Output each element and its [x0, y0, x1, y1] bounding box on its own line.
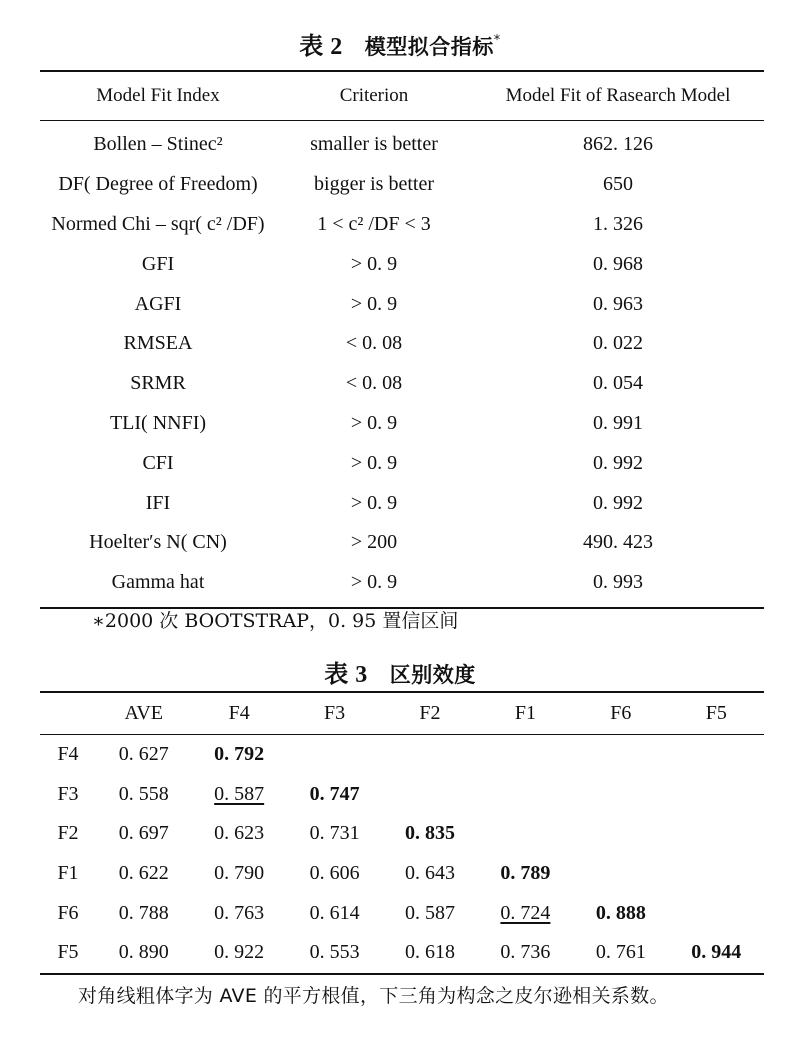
table2-cell-index: TLI( NNFI) — [109, 411, 207, 434]
table3-cell: 0. 643 — [404, 862, 455, 885]
table3-cell: 0. 763 — [214, 901, 265, 924]
table2-caption — [0, 26, 800, 61]
table3-cell — [287, 735, 382, 775]
table3-cell: 0. 790 — [214, 862, 265, 885]
table2-cell-criterion: > 0. 9 — [350, 292, 398, 315]
table3-cell — [382, 775, 477, 815]
table2-row — [40, 205, 764, 245]
table3-cell — [573, 735, 668, 775]
table2-row — [40, 364, 764, 404]
table2-header-index: Model Fit Index — [40, 71, 276, 121]
table3-header-cell: AVE — [96, 692, 191, 735]
table3-header-cell: F5 — [669, 692, 764, 735]
table3-row-label: F5 — [57, 941, 79, 964]
table2-caption-title: 模型拟合指标 — [364, 35, 494, 59]
table2-cell-value: 490. 423 — [583, 531, 653, 554]
table3-cell — [478, 814, 573, 854]
table3-cell: 0. 890 — [118, 941, 169, 964]
table2-footnote: ∗2000 次 BOOTSTRAP，0. 95 置信区间 — [92, 610, 459, 632]
table3-cell — [478, 775, 573, 815]
table3-caption — [0, 654, 800, 689]
table2-cell-index: AGFI — [134, 292, 182, 315]
table2-cell-index: SRMR — [130, 372, 186, 395]
table3-header-cell: F4 — [191, 692, 286, 735]
table2-cell-criterion: > 0. 9 — [350, 571, 398, 594]
table3-cell: 0. 614 — [309, 901, 360, 924]
table2-cell-value: 0. 968 — [593, 252, 643, 275]
table2-cell-index: Gamma hat — [111, 571, 205, 594]
table3-cell: 0. 731 — [309, 822, 360, 845]
table3-cell: 0. 944 — [691, 941, 742, 964]
table3-row — [40, 933, 764, 974]
table2-cell-value: 650 — [603, 173, 633, 196]
table2-cell-value: 0. 963 — [593, 292, 643, 315]
table3-underlined-value: 0. 724 — [500, 901, 551, 924]
table3-cell — [669, 735, 764, 775]
table3-cell: 0. 627 — [118, 743, 169, 766]
table3-cell — [669, 893, 764, 933]
table2-header-model-fit: Model Fit of Rasearch Model — [472, 71, 764, 121]
table2-row — [40, 165, 764, 205]
table3-cell: 0. 697 — [118, 822, 169, 845]
table3-cell: 0. 922 — [214, 941, 265, 964]
table3-row-label: F4 — [57, 743, 79, 766]
table2-cell-value: 0. 991 — [593, 411, 643, 434]
table3-row — [40, 893, 764, 933]
table3-cell — [478, 735, 573, 775]
table3-caption-number: 表 3 — [324, 662, 368, 688]
table3-cell — [382, 735, 477, 775]
table3-header-cell: F3 — [287, 692, 382, 735]
table3-cell: 0. 789 — [500, 862, 551, 885]
table2-cell-criterion: smaller is better — [310, 133, 438, 156]
table2-cell-index: IFI — [145, 491, 171, 514]
table2-cell-criterion: > 0. 9 — [350, 451, 398, 474]
table2-cell-criterion: < 0. 08 — [345, 372, 403, 395]
table2-cell-value: 0. 993 — [593, 571, 643, 594]
table2-row — [40, 443, 764, 483]
table2-cell-value: 0. 022 — [593, 332, 643, 355]
table2-cell-value: 0. 054 — [593, 372, 643, 395]
table2-cell-criterion: 1 < c² /DF < 3 — [317, 212, 431, 235]
table2-row — [40, 563, 764, 608]
table3-cell: 0. 888 — [595, 901, 646, 924]
table3-row-label: F6 — [57, 901, 79, 924]
table2-caption-mark: * — [493, 33, 501, 48]
table2-cell-value: 0. 992 — [593, 451, 643, 474]
table2-caption-number: 表 2 — [299, 34, 343, 60]
table3-cell: 0. 761 — [595, 941, 646, 964]
table3-cell — [669, 854, 764, 894]
table3-cell: 0. 558 — [118, 782, 169, 805]
table3-cell — [573, 814, 668, 854]
table3-note: 对角线粗体字为 AVE 的平方根值，下三角为构念之皮尔逊相关系数。 — [78, 985, 669, 1007]
table3-cell: 0. 618 — [404, 941, 455, 964]
table2-header-criterion: Criterion — [276, 71, 472, 121]
discriminant-validity-table — [40, 691, 764, 975]
table3-cell — [478, 893, 573, 933]
table2-cell-index: Normed Chi – sqr( c² /DF) — [51, 212, 265, 235]
table2-row — [40, 121, 764, 165]
table3-cell: 0. 736 — [500, 941, 551, 964]
table2-cell-value: 0. 992 — [593, 491, 643, 514]
table2-cell-criterion: < 0. 08 — [345, 332, 403, 355]
table3-cell: 0. 622 — [118, 862, 169, 885]
table3-row — [40, 735, 764, 775]
table3-cell: 0. 792 — [214, 743, 265, 766]
table3-cell: 0. 606 — [309, 862, 360, 885]
table2-cell-index: Bollen – Stinec² — [93, 133, 223, 156]
table3-cell — [669, 814, 764, 854]
table3-cell: 0. 623 — [214, 822, 265, 845]
table3-row-label: F2 — [57, 822, 79, 845]
table2-cell-criterion: > 0. 9 — [350, 491, 398, 514]
table3-header-cell: F6 — [573, 692, 668, 735]
table3-header-cell — [40, 692, 96, 735]
table3-row-label: F3 — [57, 782, 79, 805]
table2-cell-index: DF( Degree of Freedom) — [58, 173, 258, 196]
table3-cell — [573, 775, 668, 815]
table3-header-cell: F2 — [382, 692, 477, 735]
table2-row — [40, 244, 764, 284]
table2-cell-index: Hoelter′s N( CN) — [89, 531, 227, 554]
table3-cell: 0. 788 — [118, 901, 169, 924]
table2-row — [40, 324, 764, 364]
table3-header-row — [40, 692, 764, 735]
table3-cell — [573, 854, 668, 894]
table3-cell — [669, 775, 764, 815]
table3-header-cell: F1 — [478, 692, 573, 735]
table2-cell-criterion: bigger is better — [314, 173, 434, 196]
table2-row — [40, 483, 764, 523]
table3-cell: 0. 835 — [404, 822, 455, 845]
table2-cell-criterion: > 0. 9 — [350, 411, 398, 434]
table3-underlined-value: 0. 587 — [214, 782, 265, 805]
table3-caption-title: 区别效度 — [389, 663, 476, 687]
table3-row — [40, 854, 764, 894]
table3-cell — [191, 775, 286, 815]
table2-cell-index: GFI — [141, 252, 175, 275]
table3-row — [40, 775, 764, 815]
model-fit-table — [40, 70, 764, 609]
table2-header-row — [40, 71, 764, 121]
table2-cell-criterion: > 0. 9 — [350, 252, 398, 275]
table2-cell-value: 1. 326 — [593, 212, 643, 235]
table2-cell-index: CFI — [142, 451, 174, 474]
table2-cell-value: 862. 126 — [583, 133, 653, 156]
table2-row — [40, 523, 764, 563]
table2-row — [40, 404, 764, 444]
table2-row — [40, 284, 764, 324]
table3-row-label: F1 — [57, 862, 79, 885]
table3-cell: 0. 747 — [309, 782, 360, 805]
table2-cell-criterion: > 200 — [350, 531, 398, 554]
table3-cell: 0. 587 — [404, 901, 455, 924]
table2-cell-index: RMSEA — [123, 332, 193, 355]
table3-row — [40, 814, 764, 854]
table3-cell: 0. 553 — [309, 941, 360, 964]
